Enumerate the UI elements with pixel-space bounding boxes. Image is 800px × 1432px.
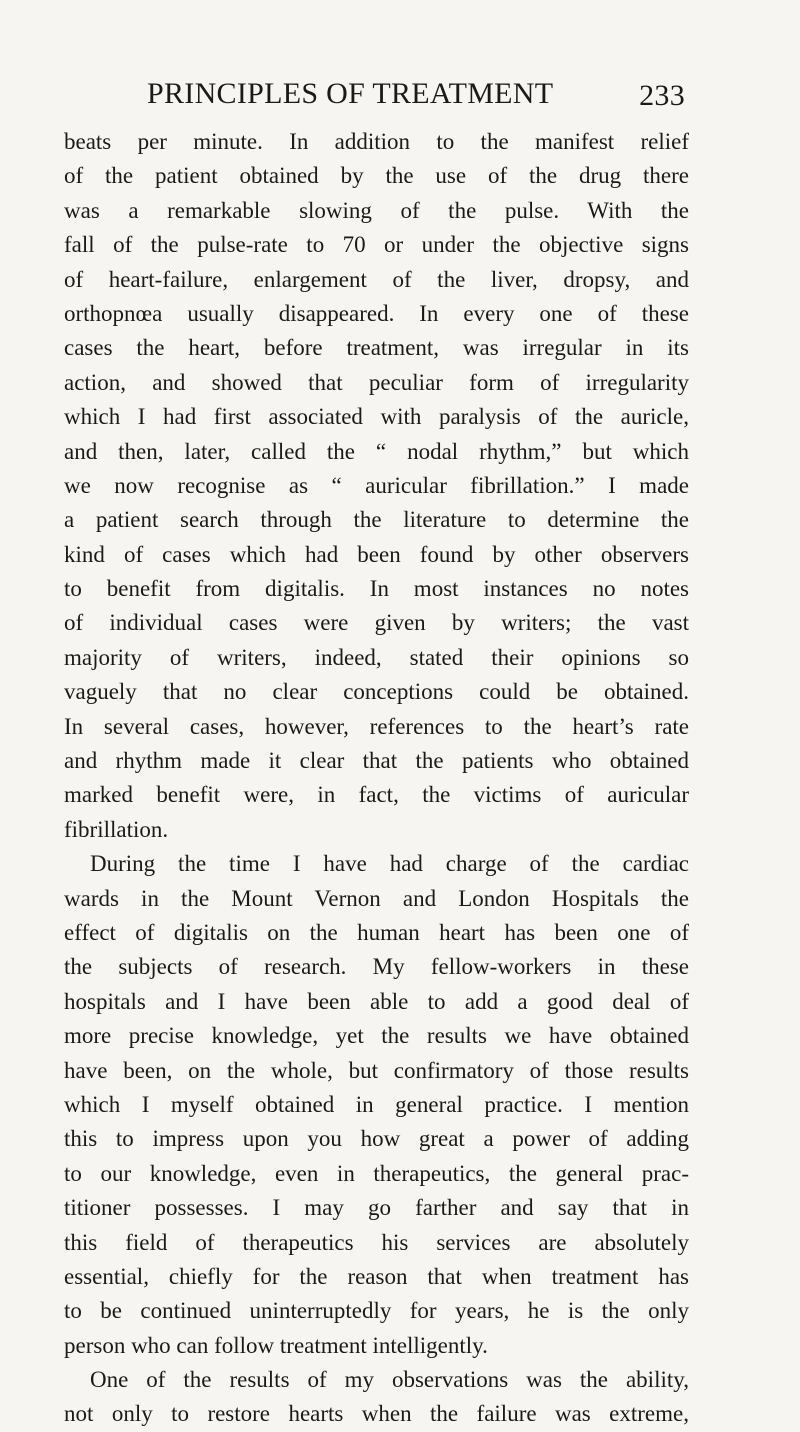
text-line: we now recognise as “ auricular fibrillation.” I made bbox=[64, 472, 689, 498]
text-line: In several cases, however, references to the heart’s rate bbox=[64, 713, 689, 739]
text-line: titioner possesses. I may go farther and say that in bbox=[64, 1195, 689, 1221]
text-line: orthopnœa usually disappeared. In every one of these bbox=[64, 300, 689, 326]
text-line: have been, on the whole, but confirmatory of those results bbox=[64, 1057, 689, 1083]
text-line: of the patient obtained by the use of the drug there bbox=[64, 163, 689, 189]
body-text bbox=[64, 125, 689, 1432]
text-line: effect of digitalis on the human heart has been one of bbox=[64, 919, 689, 945]
text-line: and rhythm made it clear that the patients who obtained bbox=[64, 748, 689, 774]
text-line: this to impress upon you how great a power of adding bbox=[64, 1126, 689, 1152]
text-line: to be continued uninterruptedly for years, he is the only bbox=[64, 1298, 689, 1324]
text-line: to our knowledge, even in therapeutics, the general prac- bbox=[64, 1160, 689, 1186]
text-line: action, and showed that peculiar form of irregularity bbox=[64, 369, 689, 395]
text-line: the subjects of research. My fellow-workers in these bbox=[64, 954, 689, 980]
text-line: and then, later, called the “ nodal rhythm,” but which bbox=[64, 438, 689, 464]
text-line: wards in the Mount Vernon and London Hospitals the bbox=[64, 885, 689, 911]
text-line: this field of therapeutics his services are absolutely bbox=[64, 1229, 689, 1255]
running-head-title: PRINCIPLES OF TREATMENT bbox=[147, 77, 554, 110]
text-line: to benefit from digitalis. In most instances no notes bbox=[64, 576, 689, 602]
text-line: a patient search through the literature to determine the bbox=[64, 507, 689, 533]
text-line: beats per minute. In addition to the manifest relief bbox=[64, 129, 689, 154]
running-head bbox=[147, 72, 685, 116]
text-line: majority of writers, indeed, stated their opinions so bbox=[64, 644, 689, 670]
text-line: not only to restore hearts when the failure was extreme, bbox=[64, 1401, 689, 1427]
text-line: which I myself obtained in general practice. I mention bbox=[64, 1091, 689, 1117]
text-line: of individual cases were given by writers; the vast bbox=[64, 610, 689, 636]
paragraph-end-line: person who can follow treatment intelligently. bbox=[64, 1332, 488, 1358]
page-number: 233 bbox=[639, 79, 685, 112]
text-line: vaguely that no clear conceptions could be obtained. bbox=[64, 679, 689, 705]
paragraph-start-line: One of the results of my observations was the ability, bbox=[90, 1367, 689, 1393]
text-line: more precise knowledge, yet the results we have obtained bbox=[64, 1023, 689, 1049]
text-line: fall of the pulse-rate to 70 or under the objective signs bbox=[64, 232, 689, 258]
text-line: cases the heart, before treatment, was irregular in its bbox=[64, 335, 689, 361]
text-line: of heart-failure, enlargement of the liver, dropsy, and bbox=[64, 266, 689, 292]
paragraph-end-line: fibrillation. bbox=[64, 816, 169, 842]
text-line: marked benefit were, in fact, the victims of auricular bbox=[64, 782, 689, 808]
text-line: hospitals and I have been able to add a good deal of bbox=[64, 988, 689, 1014]
text-line: was a remarkable slowing of the pulse. With the bbox=[64, 197, 689, 223]
text-line: essential, chiefly for the reason that when treatment has bbox=[64, 1263, 689, 1289]
text-line: which I had first associated with paralysis of the auricle, bbox=[64, 404, 689, 430]
paragraph-start-line: During the time I have had charge of the cardiac bbox=[90, 851, 689, 877]
text-line: kind of cases which had been found by other observers bbox=[64, 541, 689, 567]
